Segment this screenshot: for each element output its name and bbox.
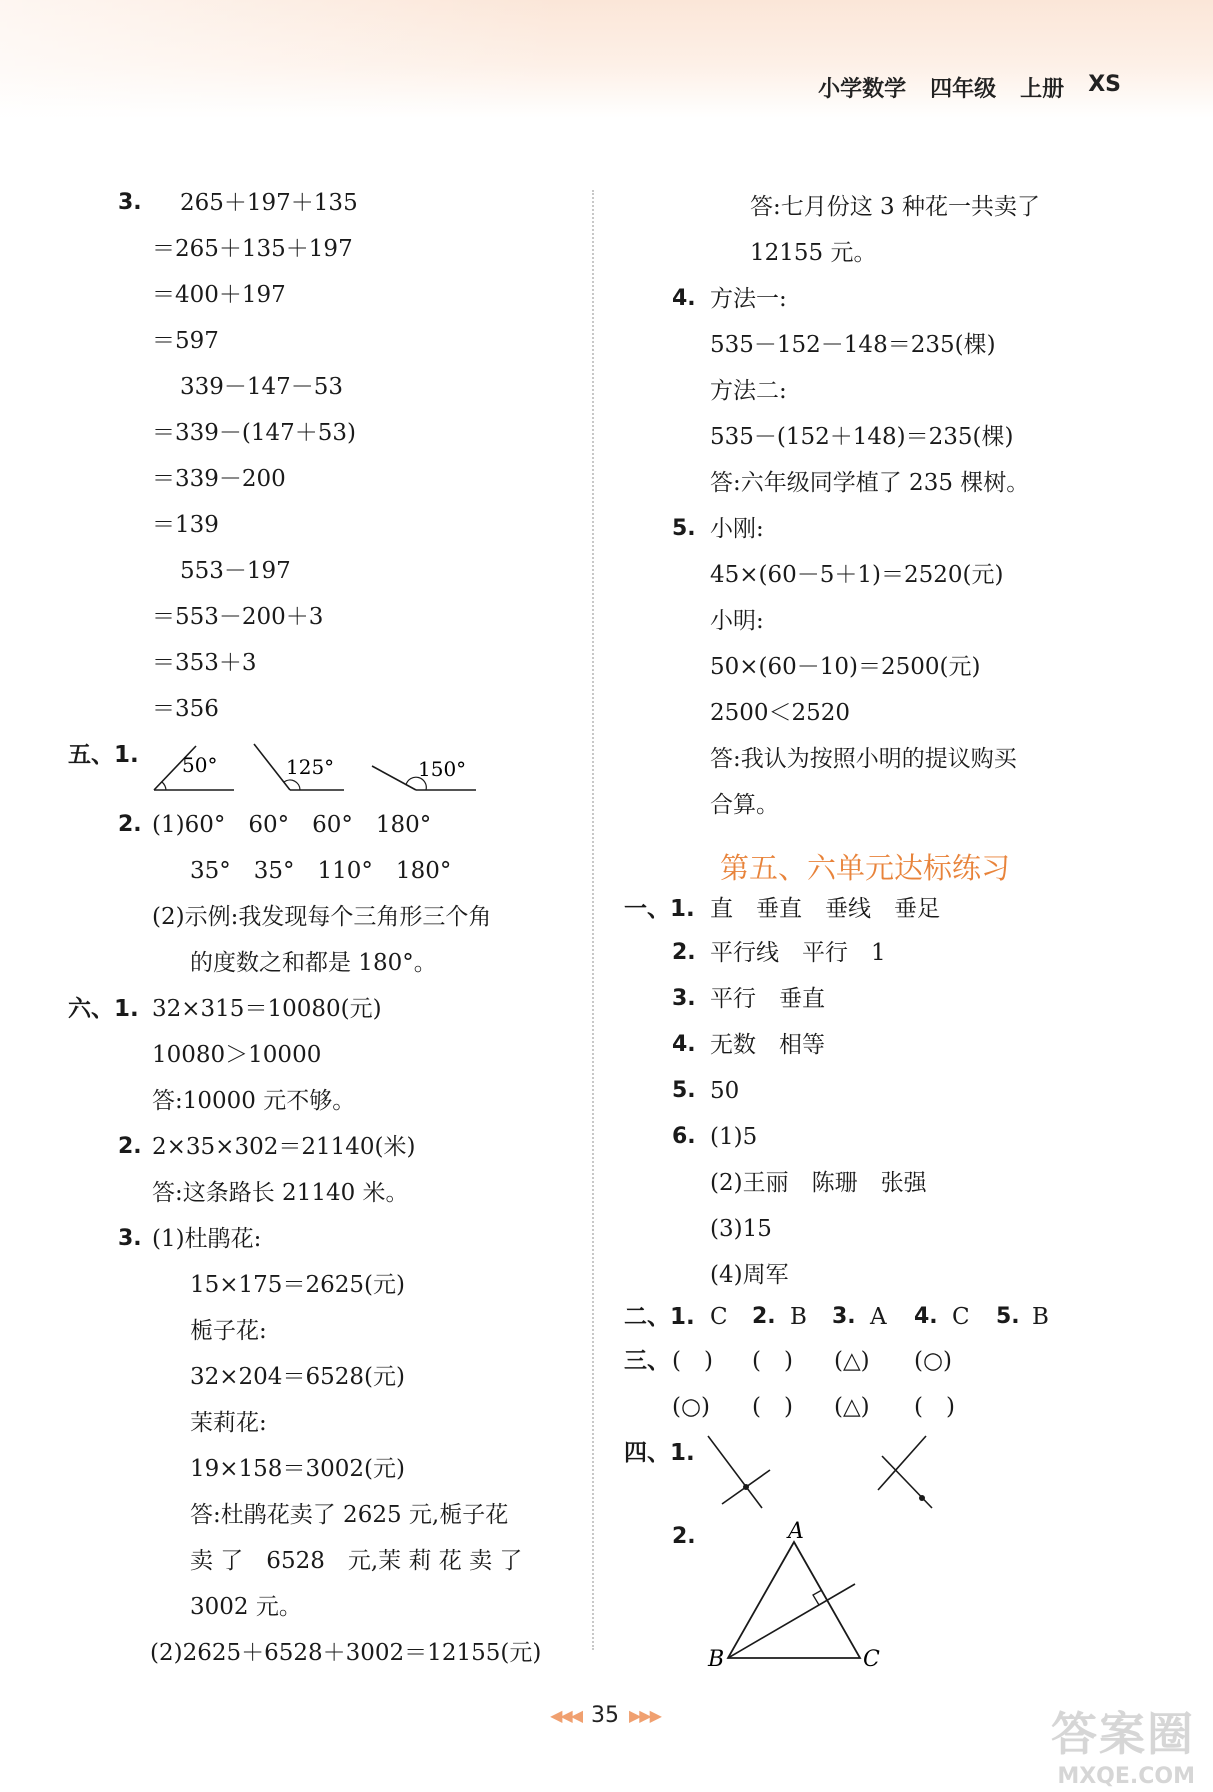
s1-item-number: 3.: [672, 986, 696, 1011]
watermark-logo: 答案圈: [1051, 1707, 1195, 1761]
s2-answer: A: [870, 1304, 887, 1330]
unit-sec1-label: 一、1.: [624, 896, 695, 922]
angle-150: [372, 757, 476, 790]
watermark: [1015, 1698, 1195, 1789]
header-grade: 四年级: [930, 77, 997, 102]
vertex-c-label: C: [863, 1647, 880, 1672]
q3-line: ＝339－200: [152, 466, 286, 492]
s2-number: 4.: [914, 1304, 938, 1329]
watermark-url: MXQE.COM: [1057, 1764, 1195, 1789]
sec6-q3-line: 32×204＝6528(元): [190, 1364, 405, 1390]
s2-number: 2.: [752, 1304, 776, 1329]
angle-figures: [150, 742, 480, 798]
s1-item: 直 垂直 垂线 垂足: [710, 896, 940, 922]
q5-line: 小刚:: [710, 516, 764, 542]
page-header: [818, 72, 1121, 103]
sec5-q2-line: 35° 35° 110° 180°: [190, 858, 452, 884]
sec6-q3-line: 茉莉花:: [190, 1410, 267, 1436]
q5-number: 5.: [672, 516, 696, 541]
page-footer: [490, 1700, 720, 1730]
column-divider: [592, 190, 594, 1650]
angle-50-label: 50°: [182, 753, 218, 777]
cont-line: 答:七月份这 3 种花一共卖了: [750, 194, 1041, 220]
s3-mark: (○): [914, 1348, 953, 1374]
s1-item-number: 5.: [672, 1078, 696, 1103]
q3-line: ＝339－(147＋53): [152, 420, 357, 446]
triangle-figure: [700, 1516, 890, 1672]
header-subject: 小学数学: [818, 77, 907, 102]
sec6-q1-line: 32×315＝10080(元): [152, 996, 382, 1022]
q4-line: 答:六年级同学植了 235 棵树。: [710, 470, 1030, 496]
sec5-q2-line: (1)60° 60° 60° 180°: [152, 812, 432, 838]
sec6-q3-line: 19×158＝3002(元): [190, 1456, 405, 1482]
q3-line: ＝139: [152, 512, 219, 538]
q3-line: ＝356: [152, 696, 219, 722]
s2-answer: C: [710, 1304, 728, 1330]
s2-answer: C: [952, 1304, 970, 1330]
s2-number: 3.: [832, 1304, 856, 1329]
sec6-q1-line: 答:10000 元不够。: [152, 1088, 356, 1114]
q5-line: 2500＜2520: [710, 700, 851, 726]
sec6-q3-line: (2)2625＋6528＋3002＝12155(元): [150, 1640, 542, 1666]
sec6-q3-line: (1)杜鹃花:: [152, 1226, 262, 1252]
s1-item: (1)5: [710, 1124, 758, 1150]
s1-item: 平行线 平行 1: [710, 940, 886, 966]
s2-answer: B: [790, 1304, 807, 1330]
sec6-q2-line: 2×35×302＝21140(米): [152, 1134, 416, 1160]
s1-item: 无数 相等: [710, 1032, 825, 1058]
section-6-label: 六、1.: [68, 996, 139, 1022]
angle-125-label: 125°: [286, 755, 335, 779]
s1-item: 50: [710, 1078, 740, 1104]
sec6-q3-line: 卖 了 6528 元,茉 莉 花 卖 了: [190, 1548, 523, 1574]
angle-50: [154, 746, 234, 790]
sec6-q2-number: 2.: [118, 1134, 142, 1159]
perpendicular-figures: [700, 1432, 980, 1512]
s3-mark: ( ): [914, 1394, 955, 1420]
angle-150-label: 150°: [418, 757, 467, 781]
s1-item-number: 6.: [672, 1124, 696, 1149]
sec6-q3-line: 3002 元。: [190, 1594, 302, 1620]
s1-q6-line: (4)周军: [710, 1262, 789, 1288]
prev-arrows-icon: ◀◀◀: [550, 1705, 581, 1725]
s3-mark: (○): [672, 1394, 711, 1420]
angle-125: [254, 744, 344, 790]
q4-number: 4.: [672, 286, 696, 311]
sec6-q1-line: 10080＞10000: [152, 1042, 322, 1068]
s3-mark: ( ): [752, 1348, 793, 1374]
q3-number: 3.: [118, 190, 142, 215]
q3-line: ＝265＋135＋197: [152, 236, 353, 262]
cont-line: 12155 元。: [750, 240, 877, 266]
s1-item: 平行 垂直: [710, 986, 825, 1012]
section-title: 第五、六单元达标练习: [720, 851, 1011, 885]
q5-line: 答:我认为按照小明的提议购买: [710, 746, 1017, 772]
header-band-fade: [0, 0, 560, 118]
q4-line: 535－(152＋148)＝235(棵): [710, 424, 1014, 450]
sec5-q2-number: 2.: [118, 812, 142, 837]
s1-q6-line: (3)15: [710, 1216, 772, 1242]
s3-mark: (△): [834, 1394, 870, 1420]
sec6-q3-line: 答:杜鹃花卖了 2625 元,栀子花: [190, 1502, 509, 1528]
q3-line: 339－147－53: [180, 374, 344, 400]
s2-answer: B: [1032, 1304, 1049, 1330]
q5-line: 50×(60－10)＝2500(元): [710, 654, 981, 680]
unit-sec3-label: 三、: [624, 1348, 670, 1374]
q4-line: 535－152－148＝235(棵): [710, 332, 996, 358]
q3-line: ＝597: [152, 328, 219, 354]
perpendicular-figure-1: [708, 1436, 770, 1508]
s1-item-number: 2.: [672, 940, 696, 965]
q3-line: ＝553－200＋3: [152, 604, 324, 630]
sec6-q3-number: 3.: [118, 1226, 142, 1251]
sec6-q3-line: 栀子花:: [190, 1318, 267, 1344]
s1-item-number: 4.: [672, 1032, 696, 1057]
next-arrows-icon: ▶▶▶: [629, 1705, 660, 1725]
section-5-label: 五、1.: [68, 742, 139, 768]
sec6-q2-line: 答:这条路长 21140 米。: [152, 1180, 409, 1206]
header-edition: XS: [1088, 72, 1121, 97]
s1-q6-line: (2)王丽 陈珊 张强: [710, 1170, 927, 1196]
s2-number: 5.: [996, 1304, 1020, 1329]
q3-line: ＝400＋197: [152, 282, 286, 308]
sec5-q2-line: 的度数之和都是 180°。: [190, 950, 437, 976]
vertex-a-label: A: [788, 1519, 804, 1544]
vertex-b-label: B: [708, 1647, 725, 1672]
s3-mark: ( ): [752, 1394, 793, 1420]
s3-mark: ( ): [672, 1348, 713, 1374]
q5-line: 合算。: [710, 792, 779, 818]
q4-line: 方法二:: [710, 378, 787, 404]
q3-line: 553－197: [180, 558, 291, 584]
q3-line: ＝353＋3: [152, 650, 257, 676]
perpendicular-figure-2: [878, 1436, 932, 1508]
unit-sec2-label: 二、1.: [624, 1304, 695, 1330]
q5-line: 小明:: [710, 608, 764, 634]
q5-line: 45×(60－5＋1)＝2520(元): [710, 562, 1004, 588]
q4-line: 方法一:: [710, 286, 787, 312]
sec5-q2-line: (2)示例:我发现每个三角形三个角: [152, 904, 492, 930]
unit-sec4-label: 四、1.: [624, 1440, 695, 1466]
sec6-q3-line: 15×175＝2625(元): [190, 1272, 405, 1298]
header-volume: 上册: [1020, 77, 1065, 102]
q3-line: 265＋197＋135: [180, 190, 358, 216]
s3-mark: (△): [834, 1348, 870, 1374]
page-number: 35: [591, 1702, 619, 1728]
s4-q2-number: 2.: [672, 1524, 696, 1549]
